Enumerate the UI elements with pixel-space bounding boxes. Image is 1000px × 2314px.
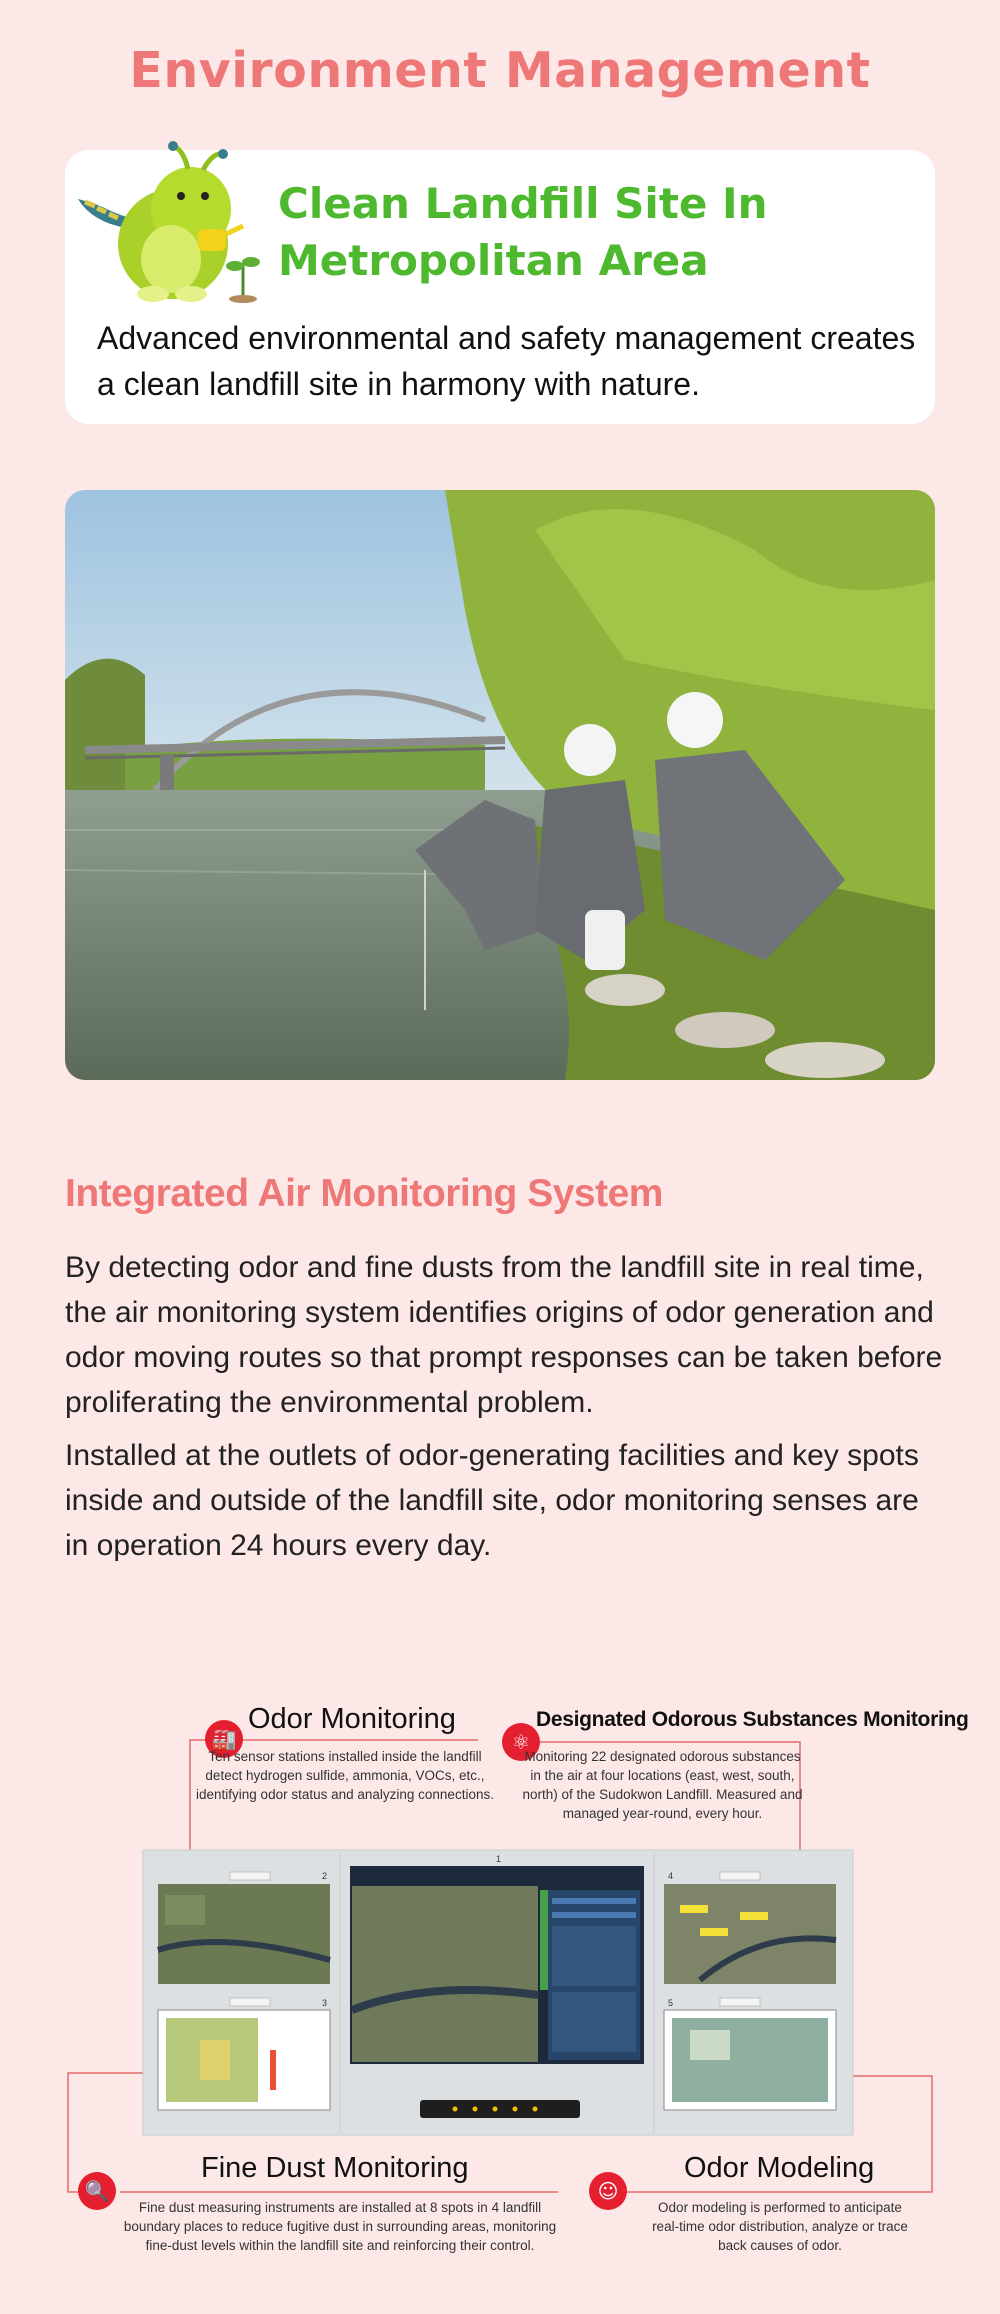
mascot-image	[73, 134, 263, 304]
molecule-icon: ⚛	[502, 1723, 540, 1761]
page-title: Environment Management	[129, 42, 871, 99]
intro-heading-line1: Clean Landfill Site In	[278, 179, 768, 228]
factory-icon: 🏭	[205, 1720, 243, 1758]
fine-dust-title: Fine Dust Monitoring	[201, 2152, 469, 2184]
section-paragraph-1: By detecting odor and fine dusts from the landfill site in real time, the air monitoring system identifies origins of odor generation and odor moving routes so that prompt responses can be taken before proliferating the environmental problem.	[65, 1251, 943, 1419]
intro-card	[65, 150, 935, 424]
screen-number-2: 2	[322, 1871, 328, 1881]
river-inspection-photo	[65, 490, 935, 1080]
section-heading: Integrated Air Monitoring System	[65, 1172, 663, 1215]
screen-number-1: 1	[496, 1854, 502, 1864]
odor-modeling-description: Odor modeling is performed to anticipate real-time odor distribution, analyze or trace back causes of odor.	[652, 2200, 908, 2253]
intro-heading-line2: Metropolitan Area	[278, 236, 709, 285]
person-model-icon: ☺	[589, 2172, 627, 2210]
odor-modeling-title: Odor Modeling	[684, 2152, 875, 2184]
designated-odorous-description: Monitoring 22 designated odorous substances in the air at four locations (east, west, south, north) of the Sudokwon Landfill. Measured and managed year-round, every hour.	[522, 1749, 803, 1821]
odor-monitoring-description: Ten sensor stations installed inside the landfill detect hydrogen sulfide, ammonia, VOCs, etc., identifying odor status and analyzing connections.	[196, 1749, 494, 1802]
magnifier-icon: 🔍	[78, 2172, 116, 2210]
intro-description: Advanced environmental and safety management creates a clean landfill site in harmony with nature.	[97, 320, 916, 402]
screen-number-4: 4	[668, 1871, 674, 1881]
screen-number-3: 3	[322, 1998, 328, 2008]
designated-odorous-title: Designated Odorous Substances Monitoring	[536, 1708, 969, 1731]
monitoring-diagram	[0, 1690, 1000, 2290]
intro-heading	[278, 175, 838, 289]
section-paragraph-2: Installed at the outlets of odor-generating facilities and key spots inside and outside of the landfill site, odor monitoring senses are in operation 24 hours every day.	[65, 1439, 919, 1562]
odor-monitoring-title: Odor Monitoring	[248, 1703, 456, 1735]
fine-dust-description: Fine dust measuring instruments are installed at 8 spots in 4 landfill boundary places to reduce fugitive dust in surrounding areas, monitoring fine-dust levels within the landfill site and reinforcing their control.	[123, 2200, 557, 2253]
screen-number-5: 5	[668, 1998, 674, 2008]
